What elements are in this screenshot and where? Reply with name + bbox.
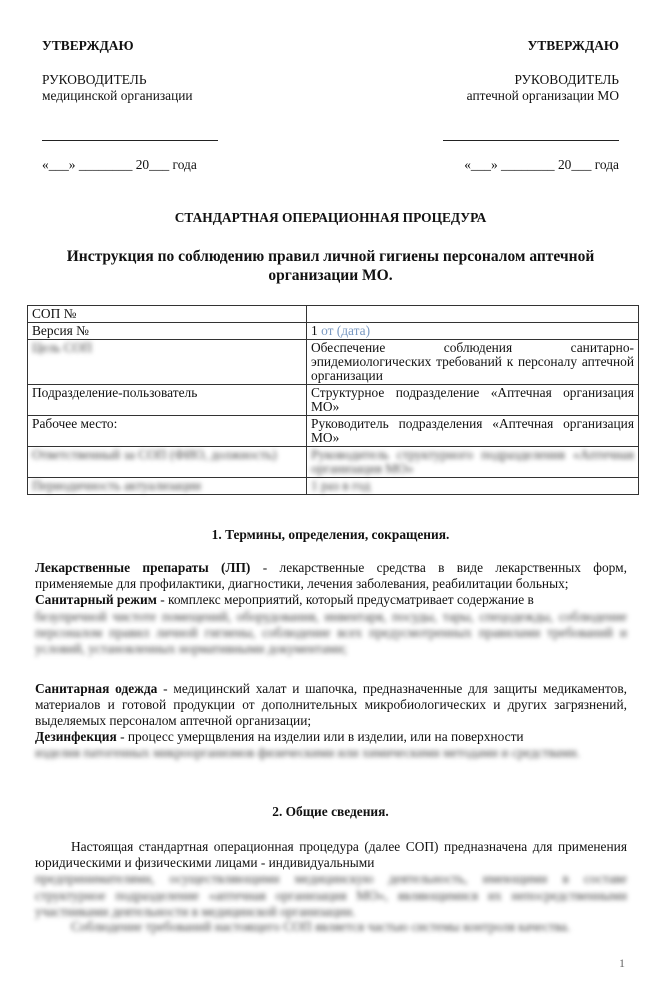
term-paragraph (35, 592, 627, 608)
table-row (28, 416, 639, 447)
blurred-text: безупречной чистоте помещений, оборудования, инвентаря, посуды, тары, спецодежды, соблюдение персоналом правил личной гигиены, соблюдение всех предусмотренных правилами требований и условий, установленных нормативными документами; (35, 608, 627, 657)
approve-label: УТВЕРЖДАЮ (527, 38, 619, 53)
term-definition: - лекарственные средства в виде лекарственных форм, применяемые для профилактики, диагностики, лечения заболевания, реабилитации больных; (35, 560, 627, 592)
signature-line (443, 114, 619, 141)
table-row (28, 306, 639, 323)
approve-label: УТВЕРЖДАЮ (42, 38, 134, 53)
blurred-text: предпринимателями, осуществляющими медицинскую деятельность, имеющими в составе структурное подразделение «аптечная организация МО», являющимися их непосредственными участниками деятельности в медицинской организации. (35, 871, 627, 919)
table-cell-label: Рабочее место: (28, 416, 307, 447)
section-heading: 1. Термины, определения, сокращения. (211, 527, 450, 542)
table-cell-label (28, 447, 307, 478)
blurred-text: Соблюдение требований настоящего СОП является частью системы контроля качества. (71, 919, 571, 935)
table-row (28, 385, 639, 416)
table-cell-value (307, 447, 639, 478)
head-label: РУКОВОДИТЕЛЬ (42, 72, 147, 87)
term-paragraph (35, 729, 627, 745)
term-definition: - комплекс мероприятий, который предусматривает содержание в (156, 592, 534, 608)
table-cell-value: Структурное подразделение «Аптечная организация МО» (307, 385, 639, 416)
table-cell-value (307, 478, 639, 495)
approval-block-right (389, 38, 619, 173)
term-name: Лекарственные препараты (ЛП) (35, 560, 251, 575)
sop-info-table (27, 305, 639, 495)
term-definition: - процесс умерщвления на изделии или в изделии, или на поверхности (116, 729, 524, 745)
table-cell-value (307, 306, 639, 323)
term-paragraph (35, 681, 627, 730)
blurred-label: Периодичность актуализации (32, 478, 202, 493)
document-title: Инструкция по соблюдению правил личной гигиены персоналом аптечной организации МО. (66, 248, 595, 284)
table-cell-label: Подразделение-пользователь (28, 385, 307, 416)
table-cell-value: Руководитель подразделения «Аптечная организация МО» (307, 416, 639, 447)
general-info-section (35, 839, 627, 935)
table-cell-label (28, 478, 307, 495)
table-row (28, 478, 639, 495)
section-heading: 2. Общие сведения. (272, 804, 389, 819)
page-number: 1 (619, 956, 625, 970)
organization-label: аптечной организации МО (466, 88, 619, 103)
table-cell-value: Обеспечение соблюдения санитарно-эпидемиологических требований к персоналу аптечной организации (307, 340, 639, 385)
table-row (28, 340, 639, 385)
term-paragraph (35, 560, 627, 592)
date-line: «___» ________ 20___ года (464, 157, 619, 172)
head-label: РУКОВОДИТЕЛЬ (514, 72, 619, 87)
table-row (28, 323, 639, 340)
table-cell-label: СОП № (28, 306, 307, 323)
term-name: Санитарный режим (35, 592, 157, 608)
paragraph: Настоящая стандартная операционная процедура (далее СОП) предназначена для применения юридическими и физическими лицами - индивидуальными (35, 839, 627, 871)
approval-block-left (42, 38, 262, 173)
blurred-label: Ответственный за СОП (ФИО, должность) (32, 447, 277, 462)
blurred-value: Руководитель структурного подразделения «Аптечная организация МО» (311, 447, 634, 476)
signature-line (42, 114, 218, 141)
table-cell-label (28, 340, 307, 385)
document-type: СТАНДАРТНАЯ ОПЕРАЦИОННАЯ ПРОЦЕДУРА (174, 210, 487, 225)
term-name: Санитарная одежда (35, 680, 158, 696)
version-date: от (дата) (321, 323, 371, 338)
blurred-text: изделия патогенных микроорганизмов физическими или химическими методами и средствами. (35, 745, 580, 761)
table-row (28, 447, 639, 478)
organization-label: медицинской организации (42, 88, 193, 103)
blurred-value: 1 раз в год (311, 478, 371, 493)
terms-section (35, 560, 627, 761)
blurred-label: Цель СОП (32, 340, 93, 355)
table-cell-label: Версия № (28, 323, 307, 340)
term-definition: - медицинский халат и шапочка, предназначенные для защиты медикаментов, материалов и готовой продукции от дополнительных микробиологических и других загрязнений, выделяемых персоналом аптечной организации; (35, 680, 627, 729)
table-cell-value (307, 323, 639, 340)
date-line: «___» ________ 20___ года (42, 157, 197, 172)
version-number: 1 (311, 323, 318, 338)
term-name: Дезинфекция (35, 729, 117, 745)
